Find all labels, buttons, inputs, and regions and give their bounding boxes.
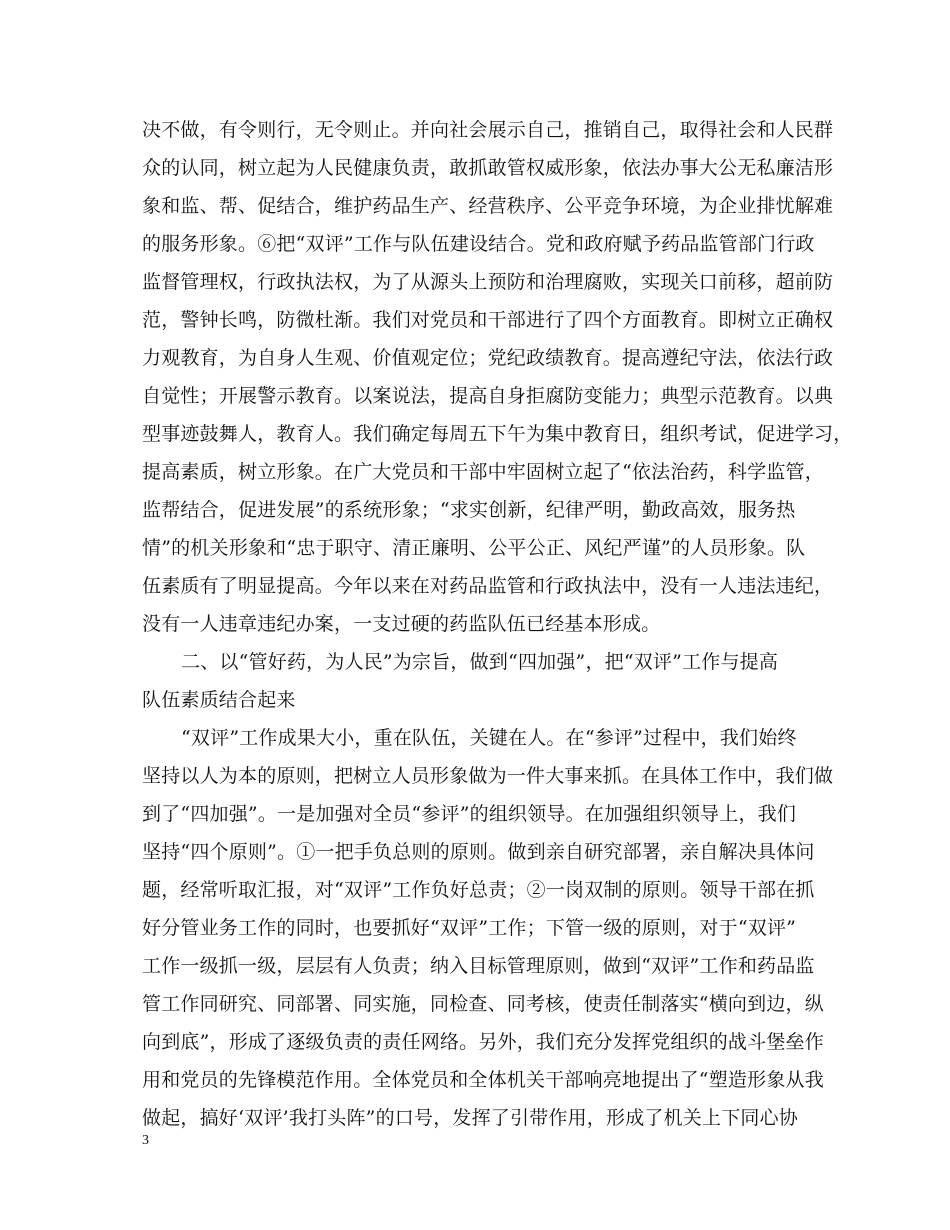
- body-text-line: 坚持“四个原则”。①一把手负总则的原则。做到亲自研究部署，亲自解决具体问: [142, 841, 815, 863]
- body-text-line: 做起，搞好‘双评’我打头阵”的口号，发挥了引带作用，形成了机关上下同心协: [142, 1107, 798, 1129]
- body-text-line: 用和党员的先锋模范作用。全体党员和全体机关干部响亮地提出了“塑造形象从我: [142, 1069, 824, 1091]
- body-text-line: 到了“四加强”。一是加强对全员“参评”的组织领导。在加强组织领导上，我们: [142, 803, 797, 825]
- body-text-line: 的服务形象。⑥把“双评”工作与队伍建设结合。党和政府赋予药品监管部门行政: [142, 233, 815, 255]
- section-heading-line: 二、以“管好药，为人民”为宗旨，做到“四加强”，把“双评”工作与提高: [181, 651, 779, 673]
- body-text-line: 象和监、帮、促结合，维护药品生产、经营秩序、公平竞争环境，为企业排忧解难: [142, 195, 834, 217]
- body-text-line: 力观教育，为自身人生观、价值观定位；党纪政绩教育。提高遵纪守法，依法行政: [142, 347, 834, 369]
- body-text-line: 工作一级抓一级，层层有人负责；纳入目标管理原则，做到“双评”工作和药品监: [142, 955, 815, 977]
- body-text-line: 管工作同研究、同部署、同实施，同检查、同考核，使责任制落实“横向到边，纵: [142, 993, 824, 1015]
- body-text-line: 没有一人违章违纪办案，一支过硬的药监队伍已经基本形成。: [142, 613, 661, 635]
- page-number: 3: [142, 1133, 149, 1148]
- body-text-line: 型事迹鼓舞人，教育人。我们确定每周五下午为集中教育日，组织考试，促进学习，: [142, 423, 853, 445]
- body-text-line: 范，警钟长鸣，防微杜渐。我们对党员和干部进行了四个方面教育。即树立正确权: [142, 309, 834, 331]
- body-text-line: 题，经常听取汇报，对“双评”工作负好总责；②一岗双制的原则。领导干部在抓: [142, 879, 815, 901]
- body-text-line: “双评”工作成果大小，重在队伍，关键在人。在“参评”过程中，我们始终: [181, 727, 797, 749]
- body-text-line: 好分管业务工作的同时，也要抓好“双评”工作；下管一级的原则，对于“双评”: [142, 917, 797, 939]
- body-text-line: 监督管理权，行政执法权，为了从源头上预防和治理腐败，实现关口前移，超前防: [142, 271, 834, 293]
- body-text-line: 监帮结合，促进发展”的系统形象；“求实创新，纪律严明，勤政高效，服务热: [142, 499, 796, 521]
- body-text-line: 众的认同，树立起为人民健康负责，敢抓敢管权威形象，依法办事大公无私廉洁形: [142, 157, 834, 179]
- body-text-line: 提高素质，树立形象。在广大党员和干部中牢固树立起了“依法治药，科学监管，: [142, 461, 824, 483]
- body-text-line: 向到底”，形成了逐级负责的责任网络。另外，我们充分发挥党组织的战斗堡垒作: [142, 1031, 824, 1053]
- body-text-line: 伍素质有了明显提高。今年以来在对药品监管和行政执法中，没有一人违法违纪，: [142, 575, 834, 597]
- body-text-line: 决不做，有令则行，无令则止。并向社会展示自己，推销自己，取得社会和人民群: [142, 119, 834, 141]
- body-text-line: 坚持以人为本的原则，把树立人员形象做为一件大事来抓。在具体工作中，我们做: [142, 765, 834, 787]
- body-text-line: 情”的机关形象和“忠于职守、清正廉明、公平公正、风纪严谨”的人员形象。队: [142, 537, 806, 559]
- section-heading-line: 队伍素质结合起来: [142, 689, 296, 711]
- body-text-line: 自觉性；开展警示教育。以案说法，提高自身拒腐防变能力；典型示范教育。以典: [142, 385, 834, 407]
